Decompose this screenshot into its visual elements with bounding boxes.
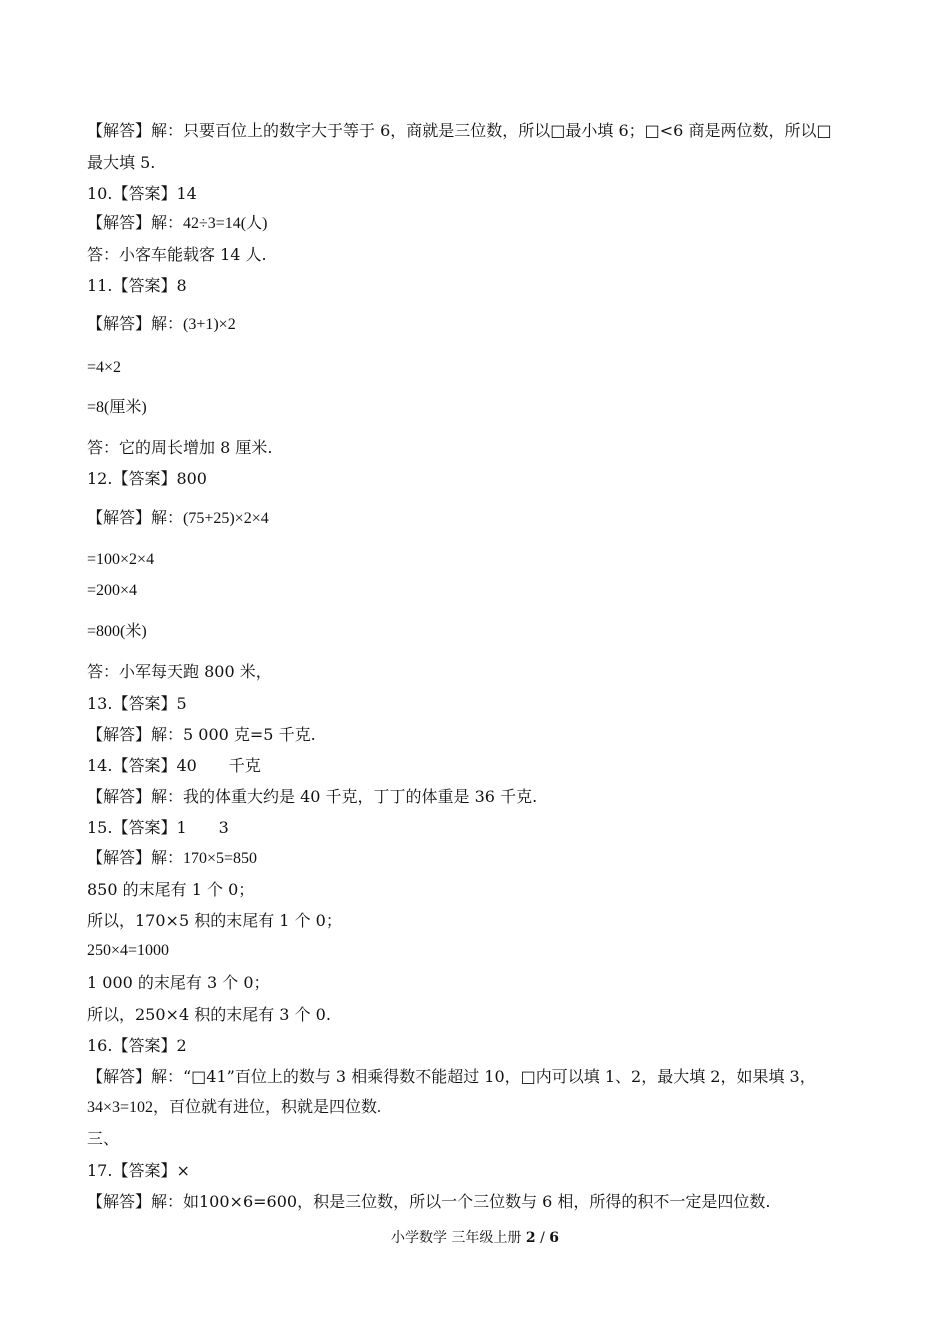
answer-heading: 17.【答案】× xyxy=(87,1161,190,1180)
page-footer xyxy=(0,1227,950,1247)
text-line: 最大填 5. xyxy=(87,153,156,172)
math-step: =200×4 xyxy=(87,582,138,599)
answer-heading: 14.【答案】40 千克 xyxy=(87,756,261,775)
section-heading: 三、 xyxy=(87,1129,120,1148)
text-line: 答：小客车能载客 14 人. xyxy=(87,245,267,264)
math-step: =800(米) xyxy=(87,623,147,640)
solution-line: 【解答】解：5 000 克=5 千克. xyxy=(87,725,316,744)
solution-line: 【解答】解：我的体重大约是 40 千克，丁丁的体重是 36 千克. xyxy=(87,787,538,806)
math-step: =4×2 xyxy=(87,359,122,376)
math-step: =100×2×4 xyxy=(87,551,155,568)
text-line: 所以，250×4 积的末尾有 3 个 0. xyxy=(87,1005,331,1024)
math-step: 250×4=1000 xyxy=(87,942,170,959)
solution-line: 【解答】解：如100×6=600，积是三位数，所以一个三位数与 6 相，所得的积不一定是四位数. xyxy=(87,1192,771,1211)
solution-line: 【解答】解：(75+25)×2×4 xyxy=(87,510,269,527)
text-line: 1 000 的末尾有 3 个 0； xyxy=(87,973,270,992)
text-line: 850 的末尾有 1 个 0； xyxy=(87,880,255,899)
answer-heading: 11.【答案】8 xyxy=(87,276,187,295)
solution-line: 【解答】解：42÷3=14(人) xyxy=(87,215,268,232)
text-line: 34×3=102，百位就有进位，积就是四位数. xyxy=(87,1099,382,1116)
solution-line: 【解答】解：“□41”百位上的数与 3 相乘得数不能超过 10，□内可以填 1、2，最大填 2，如果填 3， xyxy=(87,1067,816,1086)
solution-line: 【解答】解：170×5=850 xyxy=(87,850,258,867)
answer-heading: 16.【答案】2 xyxy=(87,1036,187,1055)
answer-heading: 12.【答案】800 xyxy=(87,469,207,488)
footer-separator: / xyxy=(540,1230,545,1246)
answer-heading: 13.【答案】5 xyxy=(87,694,187,713)
text-line: 所以，170×5 积的末尾有 1 个 0； xyxy=(87,911,342,930)
answer-heading: 10.【答案】14 xyxy=(87,184,197,203)
footer-page-number: 2 xyxy=(525,1230,536,1246)
footer-page-total: 6 xyxy=(549,1230,560,1246)
solution-line: 【解答】解：(3+1)×2 xyxy=(87,316,236,333)
footer-subject: 小学数学 三年级上册 xyxy=(390,1230,522,1246)
answer-heading: 15.【答案】1 3 xyxy=(87,818,229,837)
text-line: 答：小军每天跑 800 米， xyxy=(87,662,272,681)
text-line: 【解答】解：只要百位上的数字大于等于 6，商就是三位数，所以□最小填 6；□<6 商是两位数，所以□ xyxy=(87,121,832,140)
math-step: =8(厘米) xyxy=(87,399,147,416)
text-line: 答：它的周长增加 8 厘米. xyxy=(87,438,273,457)
